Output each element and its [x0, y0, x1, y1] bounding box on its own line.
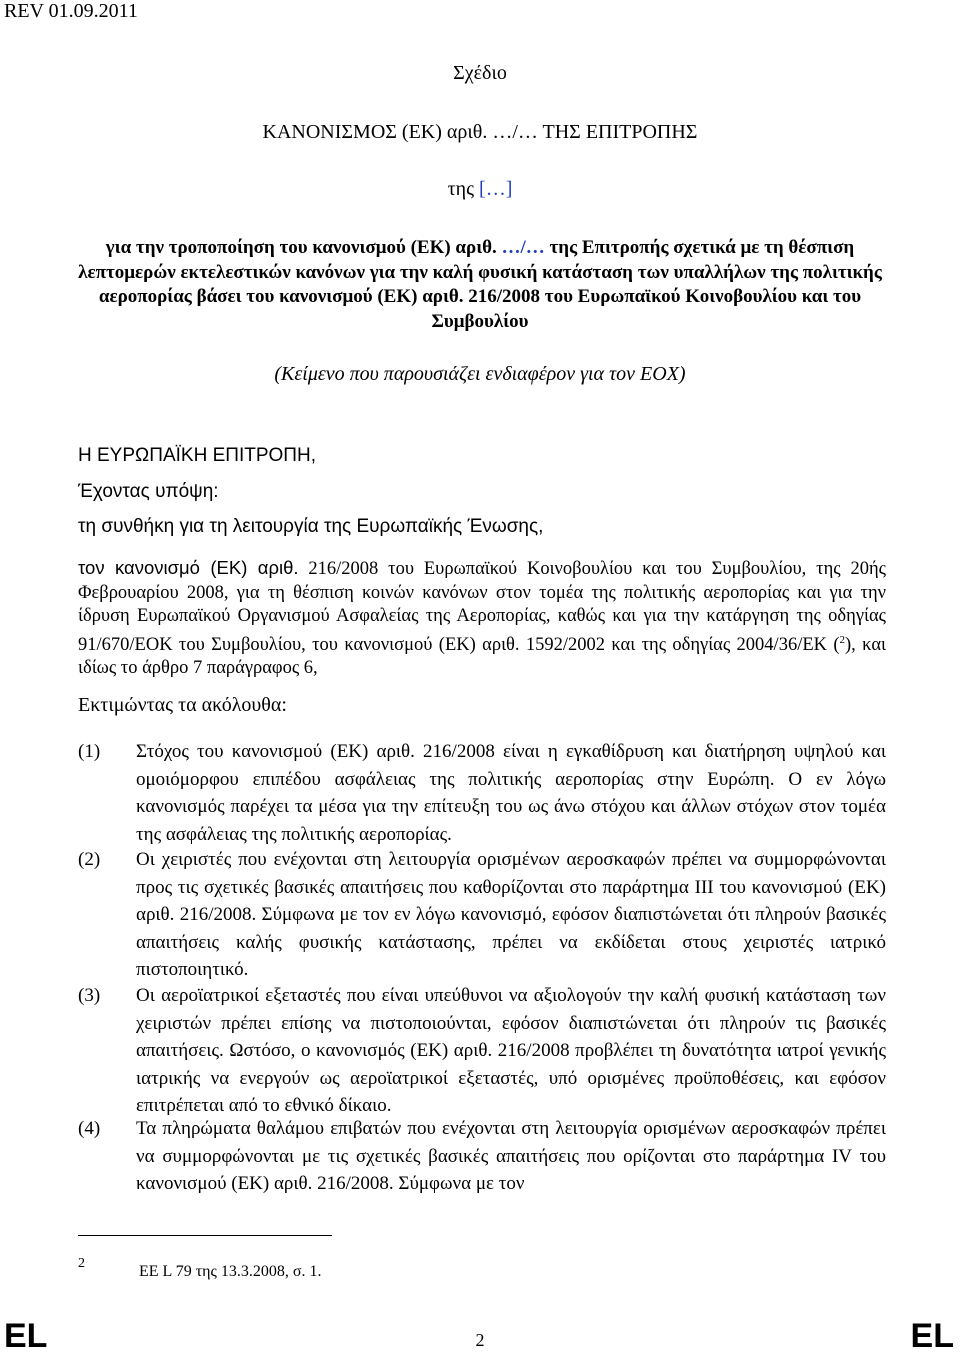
- language-code-left: EL: [4, 1317, 48, 1355]
- recital-4: [78, 1115, 886, 1198]
- recital-text: Οι αεροϊατρικοί εξεταστές που είναι υπεύθυνοι να αξιολογούν την καλή φυσική κατάσταση των χειριστών πρέπει επίσης να πιστοποιούνται, εφόσον διαπιστώνεται ότι πληρούν τις βασικές απαιτήσεις. Ωστόσο, ο κανονισμός (ΕΚ) αριθ. 216/2008 προβλέπει τη δυνατότητα ιατροί γενικής ιατρικής να ενεργούν ως αεροϊατρικοί εξεταστές, υπό ορισμένες προϋποθέσεις, και εφόσον επιτρέπεται από το εθνικό δίκαιο.: [136, 985, 886, 1117]
- recital-number: (3): [78, 985, 101, 1006]
- preamble-treaty: τη συνθήκη για τη λειτουργία της Ευρωπαϊκής Ένωσης,: [78, 516, 544, 537]
- regulation-end: ), και ιδίως το άρθρο 7 παράγραφος 6,: [78, 634, 886, 679]
- language-code-right: EL: [910, 1317, 954, 1355]
- document-title: ΚΑΝΟΝΙΣΜΟΣ (ΕΚ) αριθ. …/… ΤΗΣ ΕΠΙΤΡΟΠΗΣ: [262, 121, 698, 143]
- recital-number: (4): [78, 1118, 101, 1139]
- recital-3: [78, 982, 886, 1120]
- purpose-part-2: της Επιτροπής σχετικά με τη θέσπιση λεπτομερών εκτελεστικών κανόνων για την καλή φυσική κατάσταση των υπαλλήλων της πολιτικής αεροπορίας βάσει του κανονισμού (ΕΚ) αριθ. 216/2008 του Ευρωπαϊκού Κοινοβουλίου και του Συμβουλίου: [78, 237, 882, 332]
- recital-text: Οι χειριστές που ενέχονται στη λειτουργία ορισμένων αεροσκαφών πρέπει να συμμορφώνονται προς τις σχετικές βασικές απαιτήσεις που καθορίζονται στο παράρτημα III του κανονισμού (ΕΚ) αριθ. 216/2008. Σύμφωνα με τον εν λόγω κανονισμό, εφόσον διαπιστώνεται ότι πληρούν βασικές απαιτήσεις καλής φυσικής κατάστασης, πρέπει να εκδίδεται στους χειριστές ιατρικό πιστοποιητικό.: [136, 849, 886, 981]
- date-prefix: της: [447, 178, 480, 200]
- draft-label: Σχέδιο: [453, 62, 507, 84]
- recital-text: Τα πληρώματα θαλάμου επιβατών που ενέχονται στη λειτουργία ορισμένων αεροσκαφών πρέπει να συμμορφώνονται με τις σχετικές βασικές απαιτήσεις που ορίζονται στο παράρτημα IV του κανονισμού (ΕΚ) αριθ. 216/2008. Σύμφωνα με τον: [136, 1118, 886, 1195]
- document-purpose: [60, 236, 900, 334]
- footnote-text: ΕΕ L 79 της 13.3.2008, σ. 1.: [139, 1263, 322, 1280]
- preamble-whereas: Εκτιμώντας τα ακόλουθα:: [78, 694, 287, 716]
- regulation-start: τον κανονισμό (ΕΚ) αριθ.: [78, 557, 299, 578]
- preamble-having-regard: Έχοντας υπόψη:: [78, 481, 219, 502]
- recital-number: (1): [78, 741, 101, 762]
- date-placeholder: […]: [479, 178, 513, 200]
- purpose-reference: …/…: [501, 237, 545, 258]
- purpose-part-1: για την τροποποίηση του κανονισμού (ΕΚ) αριθ.: [105, 237, 502, 258]
- preamble-commission: Η ΕΥΡΩΠΑΪΚΗ ΕΠΙΤΡΟΠΗ,: [78, 445, 317, 466]
- recital-text: Στόχος του κανονισμού (ΕΚ) αριθ. 216/2008 είναι η εγκαθίδρυση και διατήρηση υψηλού και ομοιόμορφου επιπέδου ασφάλειας της πολιτικής αεροπορίας στην Ευρώπη. Ο εν λόγω κανονισμός παρέχει τα μέσα για την επίτευξη του ως άνω στόχου και άλλων στόχων στον τομέα της ασφάλειας της πολιτικής αεροπορίας.: [136, 741, 886, 845]
- document-date: [0, 178, 960, 201]
- preamble-regulation: [78, 556, 886, 681]
- recital-number: (2): [78, 849, 101, 870]
- recital-1: [78, 738, 886, 848]
- regulation-rest: 216/2008 του Ευρωπαϊκού Κοινοβουλίου και του Συμβουλίου, της 20ής Φεβρουαρίου 2008, για τη θέσπιση κοινών κανόνων στον τομέα της πολιτικής αεροπορίας και για την ίδρυση Ευρωπαϊκού Οργανισμού Ασφαλείας της Αεροπορίας, καθώς και για την κατάργηση της οδηγίας 91/670/ΕΟΚ του Συμβουλίου, του κανονισμού (ΕΚ) αριθ. 1592/2002 και της οδηγίας 2004/36/ΕΚ (: [78, 559, 886, 655]
- footnote-separator: [78, 1235, 332, 1236]
- eea-relevance-note: (Κείμενο που παρουσιάζει ενδιαφέρον για τον ΕΟΧ): [274, 363, 686, 385]
- recital-2: [78, 846, 886, 984]
- page-number: 2: [475, 1330, 485, 1350]
- footnote-reference[interactable]: 2: [839, 633, 846, 646]
- footnote-number: 2: [78, 1256, 85, 1271]
- revision-label: REV 01.09.2011: [4, 0, 138, 22]
